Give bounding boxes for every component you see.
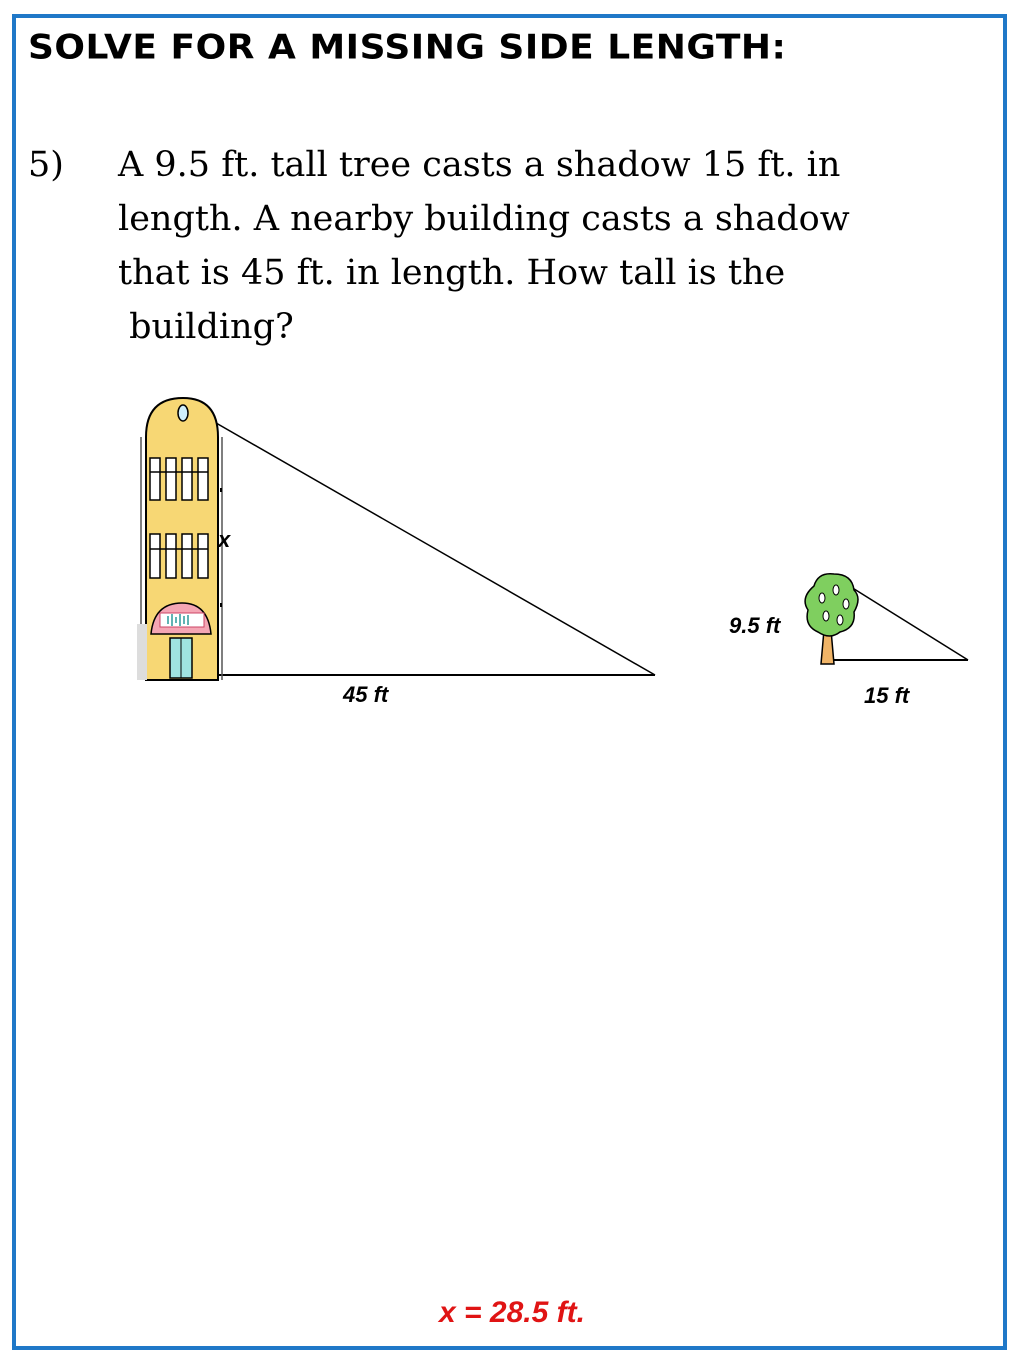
problem-line-3: that is 45 ft. in length. How tall is the [118, 253, 786, 293]
tree-icon [805, 574, 858, 664]
problem-line-4: building? [118, 307, 294, 347]
problem-number: 5) [28, 145, 64, 185]
building-icon [137, 398, 222, 680]
page-title: SOLVE FOR A MISSING SIDE LENGTH: [28, 28, 787, 67]
problem-line-2: length. A nearby building casts a shadow [118, 199, 850, 239]
answer-text: x = 28.5 ft. [439, 1296, 585, 1329]
tree-height-label: 9.5 ft [729, 613, 781, 638]
tree-shadow-label: 15 ft [864, 683, 910, 708]
building-height-label: x [218, 527, 231, 552]
building-shadow-label: 45 ft [343, 682, 389, 707]
problem-line-1: A 9.5 ft. tall tree casts a shadow 15 ft. in [118, 145, 841, 185]
